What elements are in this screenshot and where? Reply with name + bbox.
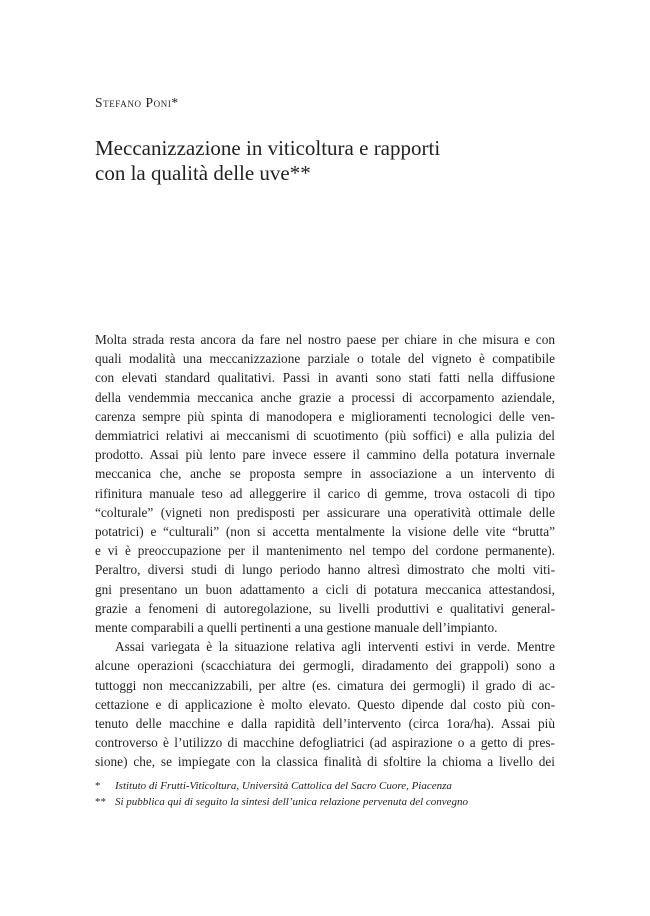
paragraph bbox=[95, 330, 555, 637]
footnote-marker: * bbox=[95, 780, 101, 792]
title-line: con la qualità delle uve** bbox=[95, 161, 311, 185]
text-line: meccanica che, anche se proposta sempre in associazione a un intervento di bbox=[95, 466, 555, 482]
text-line: Assai variegata è la situazione relativa agli interventi estivi in verde. Mentre bbox=[115, 639, 555, 655]
text-line: “colturale” (vigneti non predisposti per assicurare una operatività ottimale delle bbox=[95, 504, 555, 520]
text-line: e vi è preoccupazione per il mantenimento nel tempo del cordone permanente). bbox=[95, 543, 555, 559]
footnote-marker: ** bbox=[95, 796, 106, 808]
text-line: cettazione e di applicazione è molto elevato. Questo dipende dal costo più con- bbox=[95, 696, 555, 712]
text-line: potatrici) e “culturali” (non si accetta mentalmente la visione delle vite “brutta” bbox=[95, 524, 555, 540]
text-line: alcune operazioni (scacchiatura dei germogli, diradamento dei grappoli) sono a bbox=[95, 658, 555, 674]
text-line: grazie a fenomeni di autoregolazione, su livelli produttivi e qualitativi general- bbox=[95, 600, 555, 616]
footnote-text: Si pubblica qui di seguito la sintesi dell’unica relazione pervenuta del convegno bbox=[115, 796, 469, 808]
paragraph bbox=[95, 637, 555, 771]
text-line: Peraltro, diversi studi di lungo periodo hanno altresì dimostrato che molti viti- bbox=[95, 562, 555, 578]
author-name: Stefano Poni* bbox=[95, 95, 179, 110]
text-line: prodotto. Assai più lento pare invece essere il cammino della potatura invernale bbox=[95, 447, 555, 463]
text-line: tenuto delle macchine e dalla rapidità dell’intervento (circa 1ora/ha). Assai più bbox=[95, 716, 555, 732]
footnotes bbox=[95, 778, 555, 810]
text-line: sione) che, se impiegate con la classica finalità di sfoltire la chioma a livello dei bbox=[95, 754, 555, 770]
text-line: mente comparabili a quelli pertinenti a una gestione manuale dell’impianto. bbox=[95, 620, 498, 636]
text-line: demmiatrici relativi ai meccanismi di scuotimento (più soffici) e alla pulizia del bbox=[95, 428, 555, 444]
text-line: controverso è l’utilizzo di macchine defogliatrici (ad aspirazione o a getto di pres- bbox=[95, 735, 555, 751]
text-line: gni presentano un buon adattamento a cicli di potatura meccanica attestandosi, bbox=[95, 581, 555, 597]
text-line: carenza sempre più spinta di manodopera e miglioramenti tecnologici delle ven- bbox=[95, 408, 555, 424]
text-line: rifinitura manuale teso ad alleggerire il carico di gemme, trova ostacoli di tipo bbox=[95, 485, 555, 501]
footnote-text: Istituto di Frutti-Viticoltura, Università Cattolica del Sacro Cuore, Piacenza bbox=[115, 780, 452, 792]
title-line: Meccanizzazione in viticoltura e rapporti bbox=[95, 136, 441, 160]
text-line: Molta strada resta ancora da fare nel nostro paese per chiare in che misura e con bbox=[95, 332, 555, 347]
footnote bbox=[95, 794, 555, 810]
article-body bbox=[95, 330, 555, 772]
text-line: quali modalità una meccanizzazione parziale o totale del vigneto è compatibile bbox=[95, 351, 555, 367]
text-line: tuttoggi non meccanizzabili, per altre (es. cimatura dei germogli) il grado di ac- bbox=[95, 677, 555, 693]
text-line: con elevati standard qualitativi. Passi in avanti sono stati fatti nella diffusione bbox=[95, 370, 555, 386]
article-title bbox=[95, 136, 565, 186]
footnote bbox=[95, 778, 555, 794]
text-line: della vendemmia meccanica anche grazie a processi di accorpamento aziendale, bbox=[95, 389, 555, 405]
